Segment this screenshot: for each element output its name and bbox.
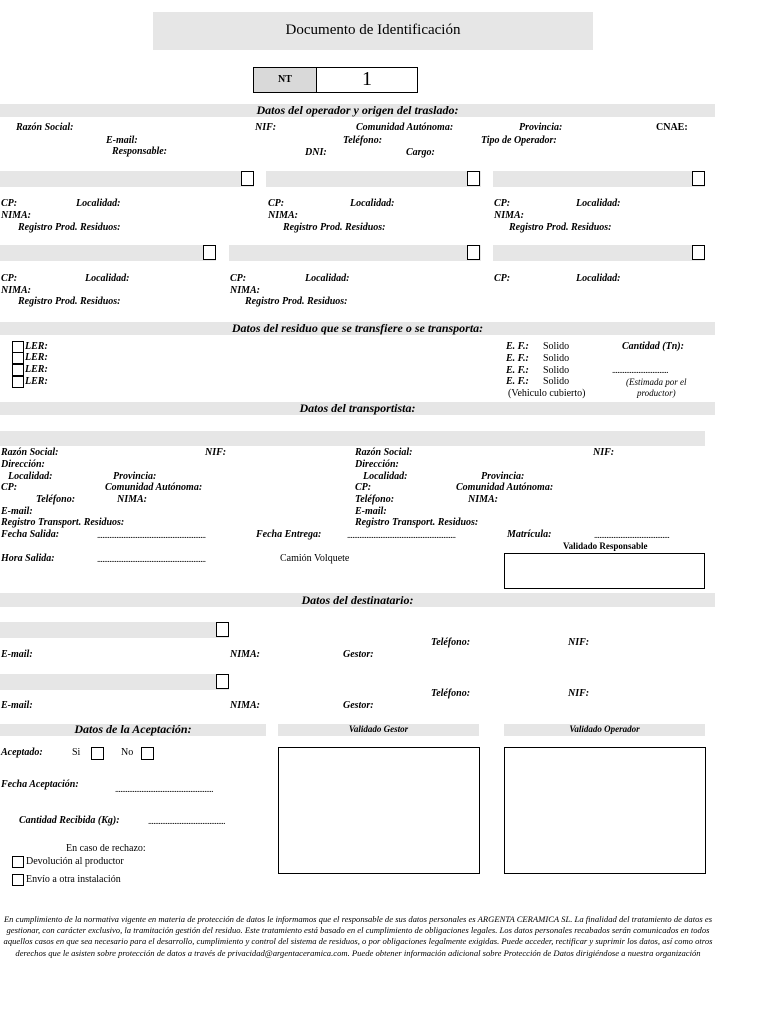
dest2-nif-label: NIF: xyxy=(568,688,590,699)
c5-registro-label: Registro Prod. Residuos: xyxy=(245,296,348,307)
nt-value[interactable]: 1 xyxy=(362,68,372,90)
ler-checkbox-3[interactable] xyxy=(12,364,24,376)
dest1-nima-label: NIMA: xyxy=(230,649,261,660)
op-telefono-label: Teléfono: xyxy=(343,135,383,146)
c1-cp-label: CP: xyxy=(1,198,18,209)
cantidad-tn-label: Cantidad (Tn): xyxy=(622,341,684,352)
ef-value-2[interactable]: Solido xyxy=(543,353,570,364)
fecha-aceptacion-label: Fecha Aceptación: xyxy=(1,779,79,790)
c2-cp-label: CP: xyxy=(268,198,285,209)
aceptado-label: Aceptado: xyxy=(1,747,43,758)
fecha-salida-label: Fecha Salida: xyxy=(1,529,60,540)
hora-salida-label: Hora Salida: xyxy=(1,553,55,564)
fecha-salida-field[interactable]: .............................................................. xyxy=(97,530,206,540)
dest1-nif-label: NIF: xyxy=(568,637,590,648)
ef-label-2: E. F.: xyxy=(506,353,529,364)
fecha-aceptacion-field[interactable]: ........................................................ xyxy=(115,784,213,794)
c1-registro-label: Registro Prod. Residuos: xyxy=(18,222,121,233)
c4-nima-label: NIMA: xyxy=(1,285,32,296)
c3-nima-label: NIMA: xyxy=(494,210,525,221)
ler-label-1: LER: xyxy=(25,341,48,352)
op-razon-social-label: Razón Social: xyxy=(16,122,74,133)
center-field-3[interactable] xyxy=(493,171,705,187)
c2-registro-label: Registro Prod. Residuos: xyxy=(283,222,386,233)
dest-select-2[interactable] xyxy=(0,674,229,690)
dest-select-btn-1[interactable] xyxy=(216,622,229,637)
tr-comunidad-label: Comunidad Autónoma: xyxy=(105,482,203,493)
center-field-4[interactable] xyxy=(0,245,216,261)
tr2-nima-label: NIMA: xyxy=(468,494,499,505)
op-tipo-operador-label: Tipo de Operador: xyxy=(481,135,557,146)
center-field-6[interactable] xyxy=(493,245,705,261)
cantidad-recibida-label: Cantidad Recibida (Kg): xyxy=(19,815,120,826)
validado-responsable-label: Validado Responsable xyxy=(563,541,648,551)
c4-cp-label: CP: xyxy=(1,273,18,284)
c2-nima-label: NIMA: xyxy=(268,210,299,221)
op-dni-label: DNI: xyxy=(305,147,327,158)
op-nif-label: NIF: xyxy=(255,122,277,133)
c3-localidad-label: Localidad: xyxy=(576,198,621,209)
dest2-nima-label: NIMA: xyxy=(230,700,261,711)
c3-registro-label: Registro Prod. Residuos: xyxy=(509,222,612,233)
tr2-provincia-label: Provincia: xyxy=(481,471,525,482)
c3-cp-label: CP: xyxy=(494,198,511,209)
no-checkbox[interactable] xyxy=(141,747,154,760)
ef-value-1[interactable]: Solido xyxy=(543,341,570,352)
tr2-comunidad-label: Comunidad Autónoma: xyxy=(456,482,554,493)
ler-label-2: LER: xyxy=(25,352,48,363)
c2-localidad-label: Localidad: xyxy=(350,198,395,209)
no-label: No xyxy=(121,747,134,758)
vehicle-type: Camión Volquete xyxy=(280,553,350,564)
dest1-gestor-label: Gestor: xyxy=(343,649,374,660)
dest1-email-label: E-mail: xyxy=(1,649,33,660)
dest2-gestor-label: Gestor: xyxy=(343,700,374,711)
devolucion-label: Devolución al productor xyxy=(26,856,124,867)
dest-select-btn-2[interactable] xyxy=(216,674,229,689)
acceptance-heading: Datos de la Aceptación: xyxy=(74,722,192,736)
tr2-direccion-label: Dirección: xyxy=(355,459,399,470)
matricula-label: Matrícula: xyxy=(507,529,552,540)
ler-checkbox-4[interactable] xyxy=(12,376,24,388)
transport-heading: Datos del transportista: xyxy=(0,402,715,415)
dest2-email-label: E-mail: xyxy=(1,700,33,711)
transport-select[interactable] xyxy=(0,431,705,446)
center-select-3[interactable] xyxy=(692,171,705,186)
ef-label-3: E. F.: xyxy=(506,365,529,376)
ef-value-3[interactable]: Solido xyxy=(543,365,570,376)
op-responsable-label: Responsable: xyxy=(112,146,167,157)
envio-label: Envío a otra instalación xyxy=(26,874,121,885)
privacy-notice: En cumplimiento de la normativa vigente en materia de protección de datos le informamos que el responsable de sus datos personales es ARGENTA CERAMICA SL. La finalidad del tratamiento de datos es gestionar, con carácter exclusivo, la tramitación gestión del residuo. Este tratamiento está basado en el cumplimiento de obligaciones legales. Los datos personales recabados serán comunicados en todos aquellos casos en que sea necesario para el desarrollo, cumplimiento y control del sistema de residuos, o por obligaciones legalmente exigidas. Puede acceder, rectificar y suprimir los datos, así como otros derechos que le asisten sobre protección de datos a través de privacidad@argentaceramica.com. Puede obtener información adicional sobre Protección de Datos dirigiéndose a nuestra organización xyxy=(3,914,713,958)
page-title: Documento de Identificación xyxy=(285,22,461,38)
tr-registro-label: Registro Transport. Residuos: xyxy=(1,517,125,528)
tr2-nif-label: NIF: xyxy=(593,447,615,458)
center-select-6[interactable] xyxy=(692,245,705,260)
cantidad-tn-field[interactable]: ................................ xyxy=(612,365,668,375)
tr2-registro-label: Registro Transport. Residuos: xyxy=(355,517,479,528)
tr-razon-social-label: Razón Social: xyxy=(1,447,59,458)
dest2-telefono-label: Teléfono: xyxy=(431,688,471,699)
ler-label-3: LER: xyxy=(25,364,48,375)
si-label: Si xyxy=(72,747,81,758)
c1-localidad-label: Localidad: xyxy=(76,198,121,209)
center-select-2[interactable] xyxy=(467,171,480,186)
c4-localidad-label: Localidad: xyxy=(85,273,130,284)
hora-salida-field[interactable]: .............................................................. xyxy=(97,554,206,564)
nt-label: NT xyxy=(278,74,292,85)
estimada-note-1: (Estimada por el xyxy=(626,377,687,387)
c6-cp-label: CP: xyxy=(494,273,511,284)
ef-value-4[interactable]: Solido xyxy=(543,376,570,387)
dest1-telefono-label: Teléfono: xyxy=(431,637,471,648)
validado-operador-label: Validado Operador xyxy=(569,724,640,734)
estimada-note-2: productor) xyxy=(637,388,676,398)
tr-provincia-label: Provincia: xyxy=(113,471,157,482)
c5-nima-label: NIMA: xyxy=(230,285,261,296)
si-checkbox[interactable] xyxy=(91,747,104,760)
op-cargo-label: Cargo: xyxy=(406,147,435,158)
fecha-entrega-label: Fecha Entrega: xyxy=(256,529,322,540)
cantidad-recibida-field[interactable]: ............................................ xyxy=(148,816,225,826)
residue-heading: Datos del residuo que se transfiere o se transporta: xyxy=(0,322,715,335)
ler-label-4: LER: xyxy=(25,376,48,387)
destination-heading: Datos del destinatario: xyxy=(0,593,715,607)
center-select-4[interactable] xyxy=(203,245,216,260)
validado-responsable-box[interactable] xyxy=(504,553,705,589)
tr-nif-label: NIF: xyxy=(205,447,227,458)
tr-nima-label: NIMA: xyxy=(117,494,148,505)
tr-cp-label: CP: xyxy=(1,482,18,493)
vehiculo-cubierto: (Vehiculo cubierto) xyxy=(508,388,586,399)
envio-checkbox[interactable] xyxy=(12,874,24,886)
tr-telefono-label: Teléfono: xyxy=(36,494,76,505)
tr2-telefono-label: Teléfono: xyxy=(355,494,395,505)
op-email-label: E-mail: xyxy=(106,135,138,146)
tr2-localidad-label: Localidad: xyxy=(363,471,408,482)
center-field-1[interactable] xyxy=(0,171,254,187)
tr-direccion-label: Dirección: xyxy=(1,459,45,470)
c6-localidad-label: Localidad: xyxy=(576,273,621,284)
dest-select-1[interactable] xyxy=(0,622,229,638)
c4-registro-label: Registro Prod. Residuos: xyxy=(18,296,121,307)
ler-checkbox-2[interactable] xyxy=(12,352,24,364)
validado-gestor-label: Validado Gestor xyxy=(348,724,409,734)
c5-localidad-label: Localidad: xyxy=(305,273,350,284)
tr2-razon-social-label: Razón Social: xyxy=(355,447,413,458)
ef-label-1: E. F.: xyxy=(506,341,529,352)
rechazo-label: En caso de rechazo: xyxy=(66,843,146,854)
c1-nima-label: NIMA: xyxy=(1,210,32,221)
op-cnae-label: CNAE: xyxy=(656,122,688,133)
op-comunidad-label: Comunidad Autónoma: xyxy=(356,122,454,133)
c5-cp-label: CP: xyxy=(230,273,247,284)
validado-operador-box[interactable] xyxy=(504,747,706,874)
fecha-entrega-field[interactable]: .............................................................. xyxy=(347,530,456,540)
matricula-field[interactable]: ........................................... xyxy=(594,530,670,540)
tr-localidad-label: Localidad: xyxy=(8,471,53,482)
devolucion-checkbox[interactable] xyxy=(12,856,24,868)
operator-heading: Datos del operador y origen del traslado: xyxy=(0,104,715,117)
center-select-1[interactable] xyxy=(241,171,254,186)
ef-label-4: E. F.: xyxy=(506,376,529,387)
tr2-cp-label: CP: xyxy=(355,482,372,493)
center-field-5[interactable] xyxy=(229,245,481,261)
center-select-5[interactable] xyxy=(467,245,480,260)
center-field-2[interactable] xyxy=(266,171,481,187)
tr2-email-label: E-mail: xyxy=(355,506,387,517)
validado-gestor-box[interactable] xyxy=(278,747,480,874)
tr-email-label: E-mail: xyxy=(1,506,33,517)
op-provincia-label: Provincia: xyxy=(519,122,563,133)
